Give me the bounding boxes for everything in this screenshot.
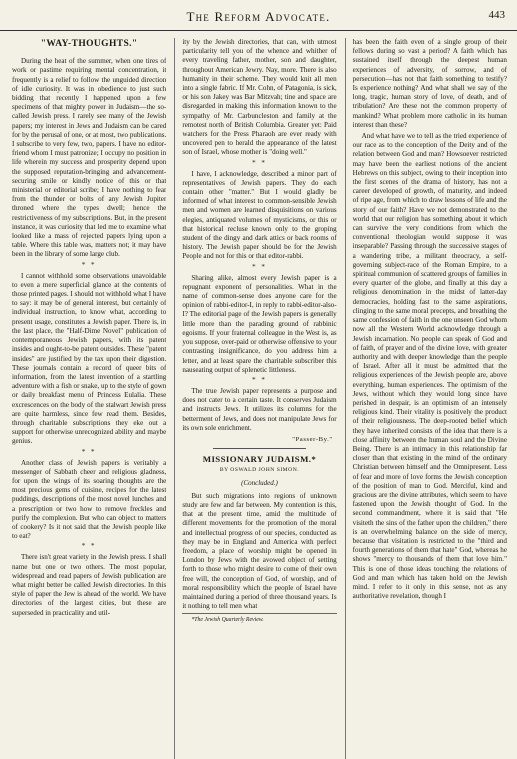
paragraph: ity by the Jewish directories, that can, with utmost particularity tell you of the whence and whither of every traveling father, mother, son and daughter, throughout American Jewry. Nay, more. There is also humanity in their scheme. They would knit all men into a single fabric. If Mr. Cohn, of Patagonia, is sick, or his son Jakey was Bar Mitzvah; tine and space are disregarded in making this information known to the sympathy of Mr. Carbuncleston and family at the remotest north of British Columbia. Greater yet: Paid watchers for the Press Pharaoh are ever ready with uncovered pen to herald the appearance of the latest son of Israel, whose mother is "doing well." (182, 38, 337, 157)
paragraph: I have, I acknowledge, described a minor part of representatives of Jewish papers. They do each contain other "matter." But I would gladly be informed of what interest to common-sensible Jewish men and women are learned disquisitions on various elegies, antiquated volumes of mysticisms, or this or that historical recluse known only to the groping student of the dingy and dark attics or back rooms of history. The Jewish paper should be for the Jewish People and not for this or that editor-rabbi. (182, 169, 337, 261)
section-divider-stars: * * (252, 158, 267, 167)
paragraph: During the heat of the summer, when one tires of work or pastime requiring mental concentration, it frequently is a relief to follow the unguided direction of idle curiosity. It was in obedience to just such bidding that recently I happened upon a few specimens of that mighty power in Judaism—the so-called Jewish press. I rarely see many of the Jewish papers; my interest in Jews and Judaism can be cared for by the perusal of one, or at most, two publications. I subscribe to very few, two, papers. I have no editor-friend whom I must patronize; I occupy no position in life wherein my success and prosperity depend upon the supposed reputation-bringing and advancement-securing smile or kindly notice of this or that ministerial or editorial scribe; I have nothing to fear from the thunder or bolts of any Jewish Jupiter throned where the types dwell; hence the restrictiveness of my subscriptions. But, in the present instance, it was curiosity that led me to examine what looked like a mass of rejected papers lying upon a table. Where this table was, matters not; it may have been in the library of some large club. (12, 57, 167, 259)
article-columns (12, 38, 507, 759)
paragraph: Sharing alike, almost every Jewish paper is a repugnant exponent of personalities. What in the name of common-sense does anyone care for the opinion of rabbi-editor-I, in reply to rabbi-editor-also-I? The editorial page of the Jewish papers is generally little more than the parading ground of rabbinic egoisms. If your fraternal colleague in the West is, as you suppose, over-paid or otherwise offensive to your contrasting insignificance, do you address him a letter, and at least spare the charitable subscriber this nauseating output of splenetic littleness. (182, 273, 337, 374)
paragraph: has been the faith even of a single group of their fellows during so vast a period? A faith which has sustained itself through the deepest human experiences of adversity, of sorrow, and of persecution—has not that faith something to testify? Is experience nothing? And what shall we say of the long, tragic, human story of love, of death, and of tribulation? Are these not the common property of mankind? What problem more catholic in its human interest than these? (352, 38, 507, 129)
section-rule (213, 448, 306, 449)
paragraph: But such migrations into regions of unknown study are few and far between. My contention is this, that at the present time, amid the multitude of different movements for the promotion of the moral and intellectual progress of our species, conducted as they may be in England and America with perfect freedom, a place of worship might be opened in London by Jews with the avowed object of setting forth to those who might desire to come of their own free will, the conception of God, of worship, and of moral responsibility which the people of Israel have maintained during a period of three thousand years. Is it nothing to tell men what (182, 491, 337, 611)
paragraph: There isn't great variety in the Jewish press. I shall name but one or two others. The most popular, widespread and read papers of Jewish publication are what might better be called Jewish directories. In this style of paper the Jew is ahead of the world. We have directories of the largest cities, but these are superseded in practicality and util- (12, 553, 167, 617)
article-heading-way-thoughts: "WAY-THOUGHTS." (40, 39, 138, 49)
section-divider-stars: * * (81, 260, 97, 269)
section-divider-stars: * * (81, 447, 97, 456)
column-2 (174, 38, 336, 759)
paragraph: And what have we to tell as the tried experience of our race as to the conception of the Deity and of the relation between God and man? Howsoever restricted may have been the earliest notions of the ancient Hebrews on this subject, owing to their inception into the first scenes of the drama of history, has not a career developed of growth, of maturity, and indeed of ripe age, from which to draw lessons of life and the story of our faith? Have we not demonstrated to the world that our religion has something about it which can survive the very conditions from which the conventional theologian would suppose it was inseparable? Passing through the successive stages of a wandering tribe, a militant theocracy, a self-governing subject-race of the Roman Empire, to a spiritual communion of scattered groups of families in every quarter of the globe, and finally at this day a religious denomination in the midst of latter-day democracies, holding fast to the same aspirations, clinging to the same moral precepts, and breathing the same confession of faith in the one unseen God whom now all the Western World acknowledge through a Jewish incarnation. No people can speak of God and of faith, of prayer and of the divine love, with greater authority and with deeper knowledge than the people of Israel. After all it must be admitted that the religious experiences of the Jewish people are, above everything, human experiences. The optimism of the Jews, without which they would long since have perished in despair, is an optimism of an intensely religious kind. Their vitality is positively the product of their religiousness. The deep-rooted belief which they have inherited consists of the idea that there is a close affinity between the human soul and the Divine Being. There is an intimacy in this relationship far closer than that existing in the mind of the ordinary Christian between himself and the Omnipresent. Less of fear and more of love forms the Jewish conception of the position of man to God. Merciful, kind and gracious are the divine attributes, which seem to have fastened upon the Jewish thought of God. In the second commandment, where it is said that "He visiteth the sins of the father upon the children," there is an overwhelming balance on the side of mercy, because that visitation is restricted to the "third and fourth generations of them that hate" God, whereas he shows "mercy to thousands of them that love him." This is one of those ideas touching the relations of God and man which has taken hold on the Jewish mind. I refer to it only in this sense, not as any authoritative revelation, though I (352, 132, 507, 601)
column-3 (345, 38, 507, 759)
section-divider-stars: * * (252, 375, 267, 384)
paragraph: I cannot withhold some observations unavoidable to even a mere superficial glance at the contents of those printed pages. I should not withhold what I have to say: it may be of general interest, but certainly of individual instruction, to know what, according to present usage, constitutes a Jewish paper. There is, in the last place, the "Half-Dime Novel" publication of contemporaneous Jewish papers, with its patent insides and ought-to-be patent outsides. These "patent insides" are justified by the tax upon their digestion. These journals contain a record of queer bits of information, from the latest invention of a startling adventure with a fish or snake, up to the style of gown or daily breakfast menu of Princess Eulalia. These excrescences on the body of the stalwart Jewish press are quite harmless, since few read them. Besides, through charitable subscriptions they eke out a support for otherwise unrecognized ability and maybe genius. (12, 271, 167, 446)
page-header (0, 0, 517, 31)
footnote: *The Jewish Quarterly Review. (182, 613, 336, 625)
article-byline: BY OSWALD JOHN SIMON. (219, 467, 300, 474)
paragraph: The true Jewish paper represents a purpose and does not cater to a certain taste. It conserves Judaism and instructs Jews. It utilizes its columns for the betterment of Jews, and does not manipulate Jews for its own sole enrichment. (182, 386, 337, 432)
author-signoff: "Passer-By." (292, 435, 333, 443)
column-1 (12, 38, 166, 759)
article-heading-missionary-judaism: MISSIONARY JUDAISM.* (202, 454, 317, 465)
concluded-note: (Concluded.) (241, 478, 278, 487)
page-number: 443 (488, 9, 505, 21)
masthead-title: The Reform Advocate. (186, 9, 331, 24)
paragraph: Another class of Jewish papers is veritably a messenger of Sabbath cheer and religious gladness, for upon the wings of its soaring thoughts are the most precious gems of cuisine, recipes for the latest puddings, descriptions of the most novel lunches and a prescription or two how to remove freckles and purify the complexion. But who can object to matters of cookery? Is it not said that the Jewish people like to eat? (12, 458, 167, 541)
section-divider-stars: * * (81, 542, 97, 551)
section-divider-stars: * * (252, 262, 267, 271)
